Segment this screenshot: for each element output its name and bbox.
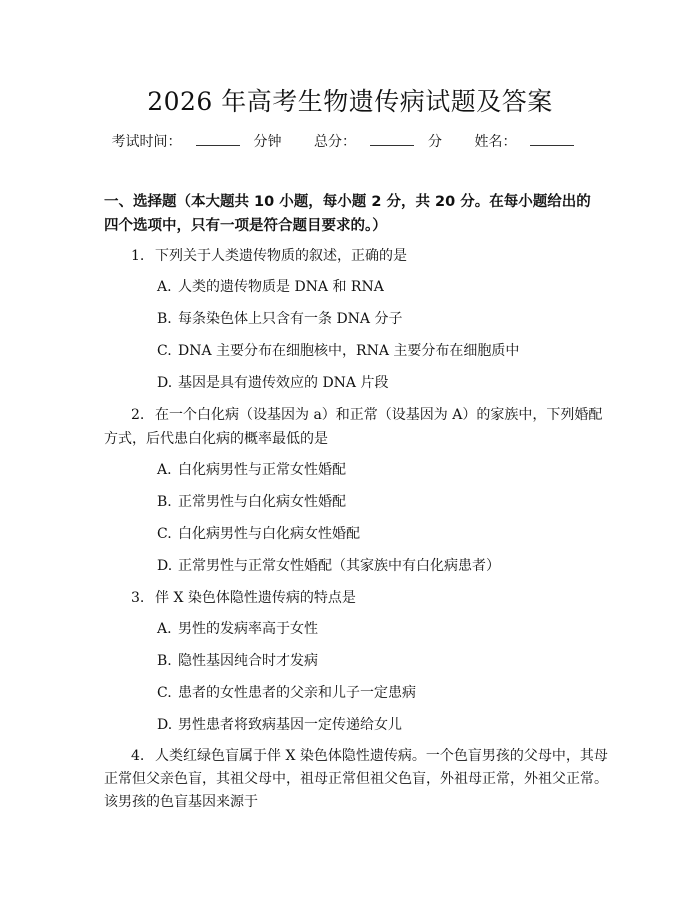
option-text: 男性的发病率高于女性: [178, 621, 318, 637]
question-2-cont: 方式，后代患白化病的概率最低的是: [104, 431, 328, 447]
exam-title: 2026 年高考生物遗传病试题及答案: [147, 87, 553, 116]
q2-option-a: [157, 459, 346, 479]
q1-option-d: [157, 372, 389, 392]
option-letter: D.: [157, 375, 173, 391]
exam-meta: [0, 131, 700, 151]
q2-option-b: [157, 491, 346, 511]
score-unit: 分: [428, 134, 442, 150]
option-text: 患者的女性患者的父亲和儿子一定患病: [178, 685, 416, 701]
q3-option-b: [157, 650, 318, 670]
score-field: [314, 134, 442, 150]
question-number: 4.: [131, 748, 145, 764]
q1-option-c: [157, 340, 519, 360]
option-letter: B.: [157, 311, 172, 327]
option-letter: B.: [157, 653, 172, 669]
option-text: DNA 主要分布在细胞核中，RNA 主要分布在细胞质中: [178, 343, 520, 359]
option-letter: D.: [157, 717, 173, 733]
time-blank: [196, 133, 240, 146]
section-heading: 一、选择题（本大题共 10 小题，每小题 2 分，共 20 分。在每小题给出的四个选项中，只有一项是符合题目要求的。）: [104, 194, 591, 234]
option-letter: A.: [157, 462, 172, 478]
question-text: 人类红绿色盲属于伴 X 染色体隐性遗传病。一个色盲男孩的父母中，其母: [155, 748, 608, 764]
name-label: 姓名：: [474, 134, 517, 150]
option-letter: C.: [157, 685, 172, 701]
question-number: 2.: [131, 407, 145, 423]
question-text: 下列关于人类遗传物质的叙述，正确的是: [155, 248, 407, 264]
time-field: [112, 134, 282, 150]
option-text: 正常男性与正常女性婚配（其家族中有白化病患者）: [178, 558, 500, 574]
q1-option-a: [157, 276, 384, 296]
option-text: 每条染色体上只含有一条 DNA 分子: [178, 311, 403, 327]
q2-option-d: [157, 555, 500, 575]
option-letter: C.: [157, 343, 172, 359]
question-1: [131, 245, 407, 265]
q3-option-c: [157, 682, 416, 702]
option-text: 基因是具有遗传效应的 DNA 片段: [178, 375, 389, 391]
time-unit: 分钟: [253, 134, 282, 150]
option-text: 白化病男性与白化病女性婚配: [178, 526, 360, 542]
option-text: 白化病男性与正常女性婚配: [178, 462, 346, 478]
name-blank: [530, 133, 574, 146]
q3-option-d: [157, 714, 402, 734]
time-label: 考试时间：: [111, 134, 182, 150]
question-3: [131, 587, 356, 607]
score-label: 总分：: [314, 134, 356, 150]
option-text: 男性患者将致病基因一定传递给女儿: [178, 717, 402, 733]
option-text: 隐性基因纯合时才发病: [178, 653, 318, 669]
option-text: 正常男性与白化病女性婚配: [178, 494, 346, 510]
option-letter: D.: [157, 558, 173, 574]
q3-option-a: [157, 618, 318, 638]
score-blank: [370, 133, 414, 146]
question-4-cont-2: 该男孩的色盲基因来源于: [104, 794, 258, 810]
question-number: 1.: [131, 248, 145, 264]
question-number: 3.: [131, 590, 145, 606]
option-letter: C.: [157, 526, 172, 542]
q1-option-b: [157, 308, 403, 328]
q2-option-c: [157, 523, 360, 543]
question-2: [131, 404, 602, 424]
option-letter: B.: [157, 494, 172, 510]
question-4: [131, 745, 608, 765]
question-text: 在一个白化病（设基因为 a）和正常（设基因为 A）的家族中，下列婚配: [155, 407, 603, 423]
option-text: 人类的遗传物质是 DNA 和 RNA: [178, 279, 384, 295]
question-text: 伴 X 染色体隐性遗传病的特点是: [155, 590, 356, 606]
option-letter: A.: [157, 621, 172, 637]
option-letter: A.: [157, 279, 172, 295]
name-field: [474, 134, 588, 150]
question-4-cont-1: 正常但父亲色盲，其祖父母中，祖母正常但祖父色盲，外祖母正常，外祖父正常。: [104, 771, 608, 787]
